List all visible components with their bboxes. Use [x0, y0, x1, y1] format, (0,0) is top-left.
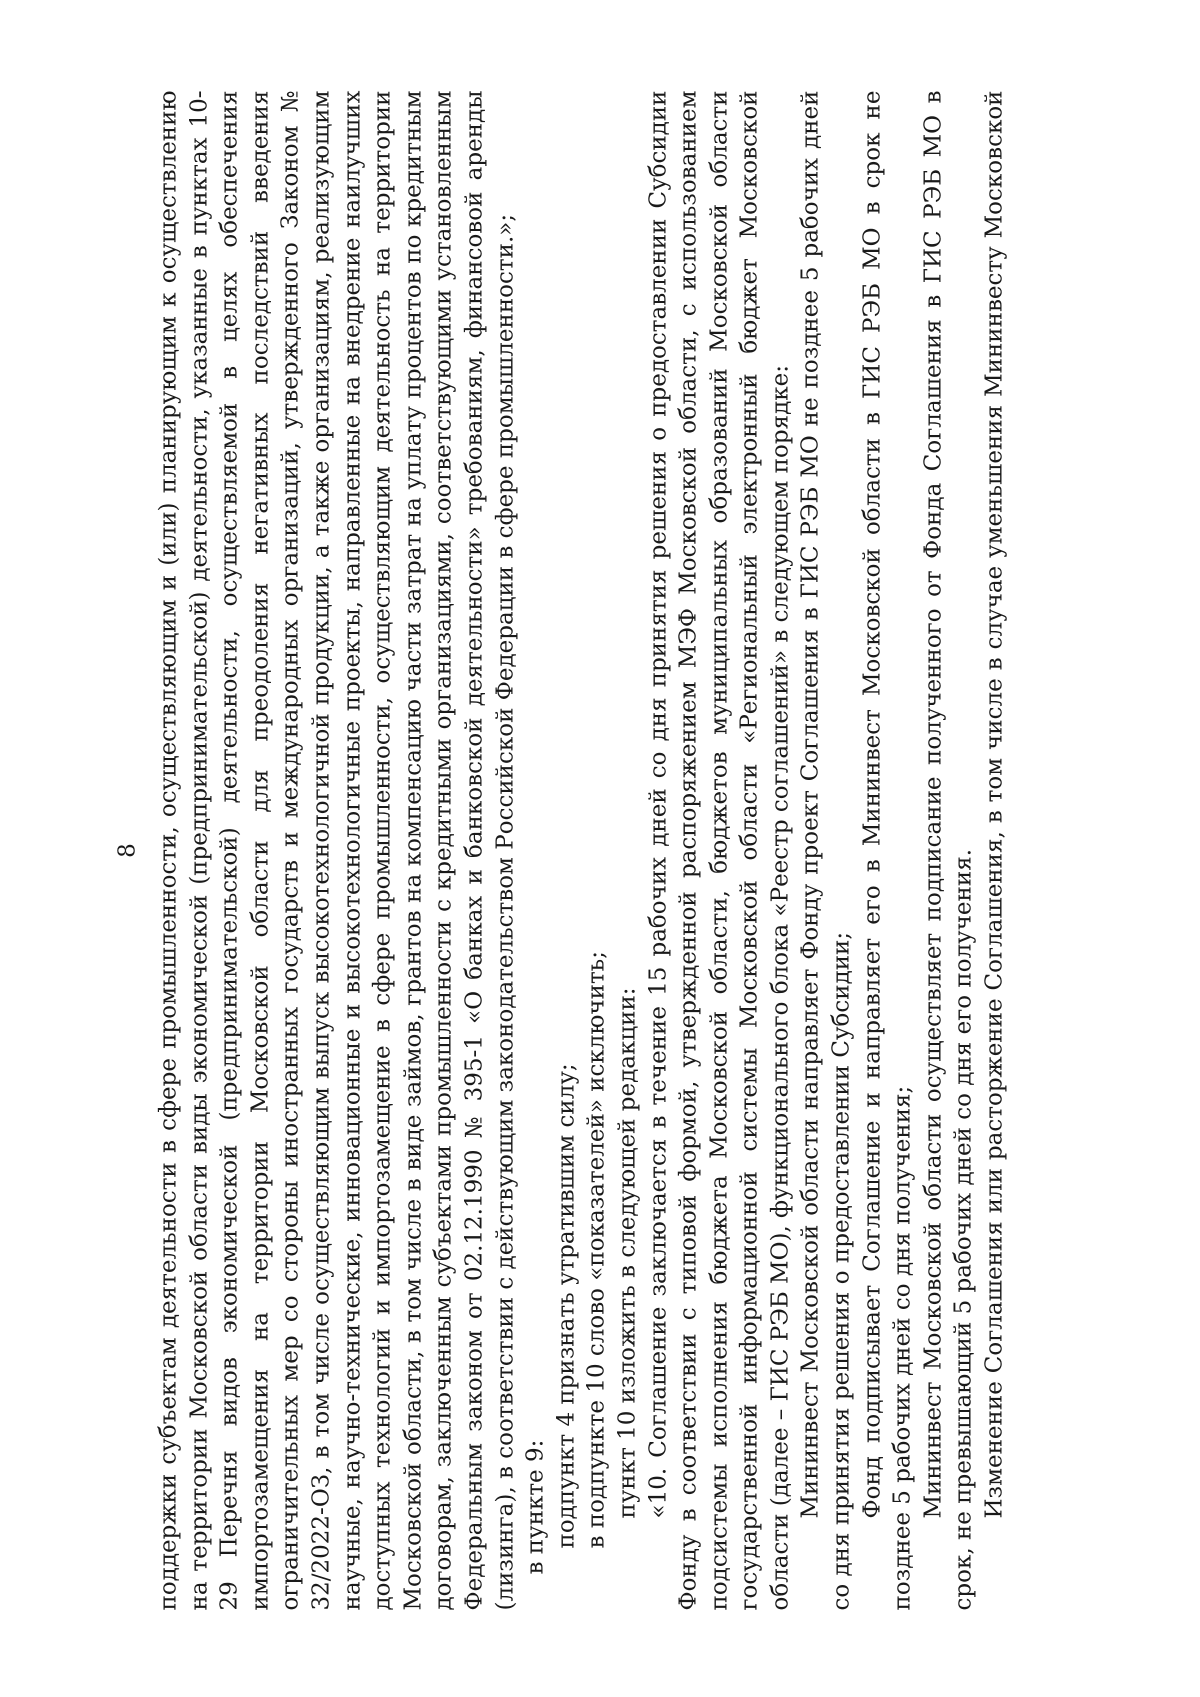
page-number: 8 [114, 843, 141, 858]
rotated-text-block [114, 91, 1093, 1611]
paragraph-point-10-text: «10. Соглашение заключается в течение 15 рабочих дней со дня принятия решения о предоставлении Субсидии Фонду в соответствии с типовой формой, утвержденной распоряжением МЭФ Московской области, с использованием подсистемы исполнения бюджета Московской области, бюджетов муниципальных образований Московской области государственной информационной системы Московской области «Региональный электронный бюджет Московской области (далее – ГИС РЭБ МО), функционального блока «Реестр соглашений» в следующем порядке: [645, 90, 794, 1611]
paragraph-agreement-change: Изменение Соглашения или расторжение Соглашения, в том числе в случае уменьшения Мининвесту Московской [981, 90, 1008, 1519]
paragraph-fund-signs: Фонд подписывает Соглашение и направляет его в Мининвест Московской области в ГИС РЭБ МО в срок не позднее 5 рабочих дней со дня получения; [859, 90, 916, 1611]
paragraph-subpoint-4: подпункт 4 признать утратившим силу; [553, 1063, 580, 1549]
paragraph-support-continuation: поддержки субъектам деятельности в сфере промышленности, осуществляющим и (или) планирующим к осуществлению на территории Московской области виды экономической (предпринимательской) деятельности, указанные в пунктах 10-29 Перечня видов экономической (предпринимательской) деятельности, осуществляемой в целях обеспечения импортозамещения на территории Московской области для преодоления негативных последствий введения ограничительных мер со стороны иностранных государств и международных организаций, утвержденного Законом № 32/2022-ОЗ, в том числе осуществляющим выпуск высокотехнологичной продукции, а также организациям, реализующим научные, научно-технические, инновационные и высокотехнологичные проекты, направленные на внедрение наилучших доступных технологий и импортозамещение в сфере промышленности, осуществляющим деятельность на территории Московской области, в том числе в виде займов, грантов на компенсацию части затрат на уплату процентов по кредитным договорам, заключенным субъектами промышленности с кредитными организациями, соответствующими установленным Федеральным законом от 02.12.1990 № 395-1 «О банках и банковской деятельности» требованиям, финансовой аренды (лизинга), в соответствии с действующим законодательством Российской Федерации в сфере промышленности.»; [155, 90, 519, 1611]
paragraph-subpoint-10: в подпункте 10 слово «показателей» исключить; [583, 951, 610, 1549]
paragraph-point-9: в пункте 9: [522, 1439, 549, 1575]
paragraph-point-10-heading: пункт 10 изложить в следующей редакции: [614, 987, 641, 1519]
document-body [154, 91, 1011, 1611]
paragraph-mininvest-sends: Мининвест Московской области направляет Фонду проект Соглашения в ГИС РЭБ МО не позднее 5 рабочих дней со дня принятия решения о предоставлении Субсидии; [797, 90, 855, 1611]
paragraph-mininvest-signs: Мининвест Московской области осуществляет подписание полученного от Фонда Соглашения в ГИС РЭБ МО в срок, не превышающий 5 рабочих дней со дня его получения. [920, 90, 977, 1611]
